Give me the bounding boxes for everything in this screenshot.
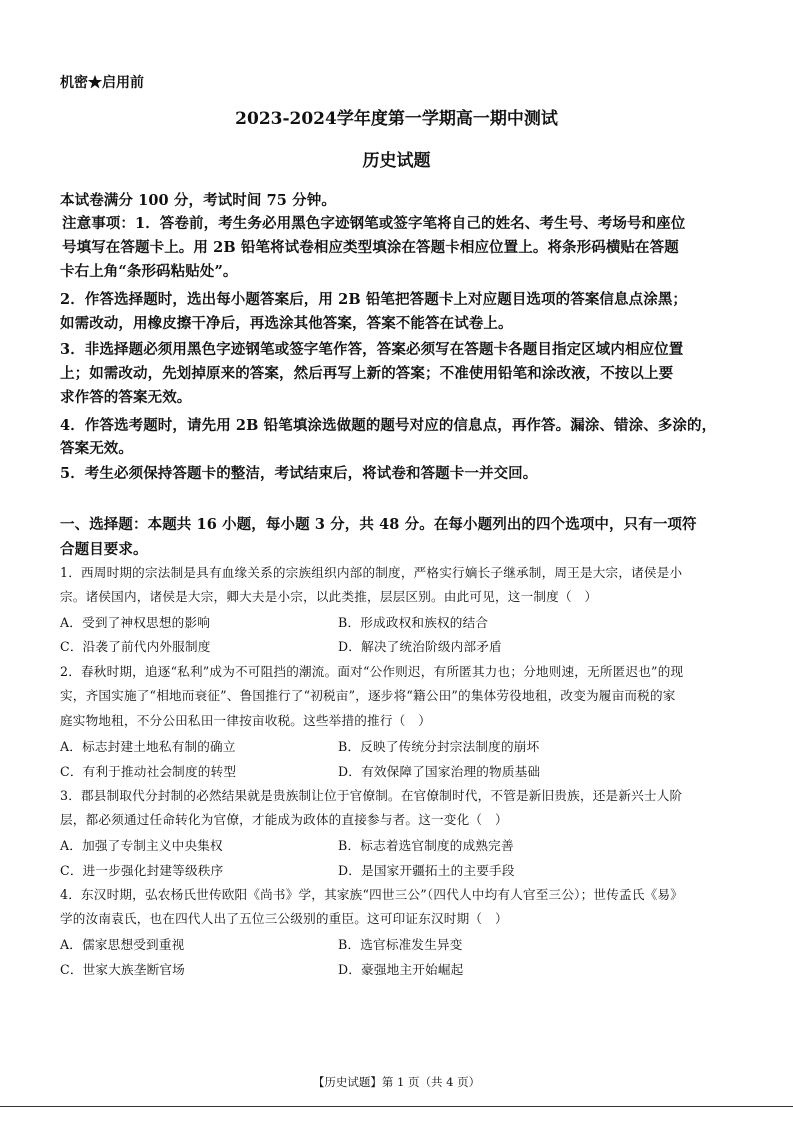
option-b: B．形成政权和族权的结合 [338, 615, 489, 630]
question-stem-line: 宗。诸侯国内，诸侯是大宗，卿大夫是小宗，以此类推，层层区别。由此可见，这一制度（ ） [60, 589, 598, 604]
option-c: C．有利于推动社会制度的转型 [60, 764, 237, 779]
question-stem-line: 庭实物地租，不分公田私田一律按亩收税。这些举措的推行（ ） [60, 713, 432, 728]
option-c: C．沿袭了前代内外服制度 [60, 639, 211, 654]
section-heading-line: 一、选择题：本题共 16 小题，每小题 3 分，共 48 分。在每小题列出的四个选项中，只有一项符 [60, 516, 697, 533]
instruction-line: 4．作答选考题时，请先用 2B 铅笔填涂选做题的题号对应的信息点，再作答。漏涂、错涂、多涂的， [60, 417, 717, 434]
option-c: C．进一步强化封建等级秩序 [60, 863, 224, 878]
instruction-line: 5．考生必须保持答题卡的整洁，考试结束后，将试卷和答题卡一并交回。 [60, 465, 538, 482]
question-stem-line: 3．郡县制取代分封制的必然结果就是贵族制让位于官僚制。在官僚制时代，不管是新旧贵族，还是新兴士人阶 [60, 788, 683, 803]
question-stem-line: 学的汝南袁氏，也在四代人出了五位三公级别的重臣。这可印证东汉时期（ ） [60, 911, 508, 926]
instruction-line: 3．非选择题必须用黑色字迹钢笔或签字笔作答，答案必须写在答题卡各题目指定区域内相应位置 [60, 341, 684, 358]
instruction-line: 如需改动，用橡皮擦干净后，再选涂其他答案，答案不能答在试卷上。 [60, 315, 513, 332]
option-d: D．是国家开疆拓土的主要手段 [338, 863, 515, 878]
instruction-line: 上；如需改动，先划掉原来的答案，然后再写上新的答案；不准使用铅笔和涂改液，不按以上要 [60, 365, 674, 382]
option-b: B．反映了传统分封宗法制度的崩坏 [338, 739, 540, 754]
exam-title: 2023-2024学年度第一学期高一期中测试 [235, 109, 558, 129]
option-a: A．标志封建土地私有制的确立 [60, 739, 236, 754]
bottom-rule [0, 1106, 793, 1107]
option-d: D．豪强地主开始崛起 [338, 962, 464, 977]
question-stem-line: 实，齐国实施了“相地而衰征”、鲁国推行了“初税亩”，逐步将“籍公田”的集体劳役地租，改变为履亩而税的家 [60, 688, 676, 703]
option-a: A．受到了神权思想的影响 [60, 615, 211, 630]
instruction-line: 卡右上角“条形码粘贴处”。 [60, 263, 238, 280]
instruction-line: 号填写在答题卡上。用 2B 铅笔将试卷相应类型填涂在答题卡相应位置上。将条形码横贴在答题 [62, 239, 679, 256]
confidential-label: 机密★启用前 [60, 75, 144, 91]
option-a: A．加强了专制主义中央集权 [60, 838, 223, 853]
instruction-line: 求作答的答案无效。 [60, 389, 192, 406]
instruction-line: 2．作答选择题时，选出每小题答案后，用 2B 铅笔把答题卡上对应题目选项的答案信息点涂黑； [60, 291, 688, 308]
option-b: B．选官标准发生异变 [338, 937, 463, 952]
option-b: B．标志着选官制度的成熟完善 [338, 838, 514, 853]
question-stem-line: 2．春秋时期，追逐“私利”成为不可阻挡的潮流。面对“公作则迟，有所匿其力也；分地则速，无所匿迟也”的现 [60, 664, 684, 679]
section-heading-line: 合题目要求。 [60, 541, 148, 558]
instructions-intro: 本试卷满分 100 分，考试时间 75 分钟。 [60, 192, 336, 209]
instruction-line: 注意事项：1．答卷前，考生务必用黑色字迹钢笔或签字笔将自己的姓名、考生号、考场号和座位 [62, 215, 686, 232]
option-a: A．儒家思想受到重视 [60, 937, 185, 952]
option-d: D．解决了统治阶级内部矛盾 [338, 639, 502, 654]
question-stem-line: 4．东汉时期，弘农杨氏世传欧阳《尚书》学，其家族“四世三公”（四代人中均有人官至三公）；世传孟氏《易》 [60, 887, 683, 902]
question-stem-line: 1．西周时期的宗法制是具有血缘关系的宗族组织内部的制度，严格实行嫡长子继承制，周王是大宗，诸侯是小 [60, 565, 683, 580]
exam-subtitle: 历史试题 [362, 151, 431, 171]
page-footer: 【历史试题】第 1 页（共 4 页） [312, 1075, 481, 1089]
question-stem-line: 层，都必须通过任命转化为官僚，才能成为政体的直接参与者。这一变化（ ） [60, 812, 508, 827]
option-d: D．有效保障了国家治理的物质基础 [338, 764, 541, 779]
option-c: C．世家大族垄断官场 [60, 962, 185, 977]
instruction-line: 答案无效。 [60, 440, 133, 457]
